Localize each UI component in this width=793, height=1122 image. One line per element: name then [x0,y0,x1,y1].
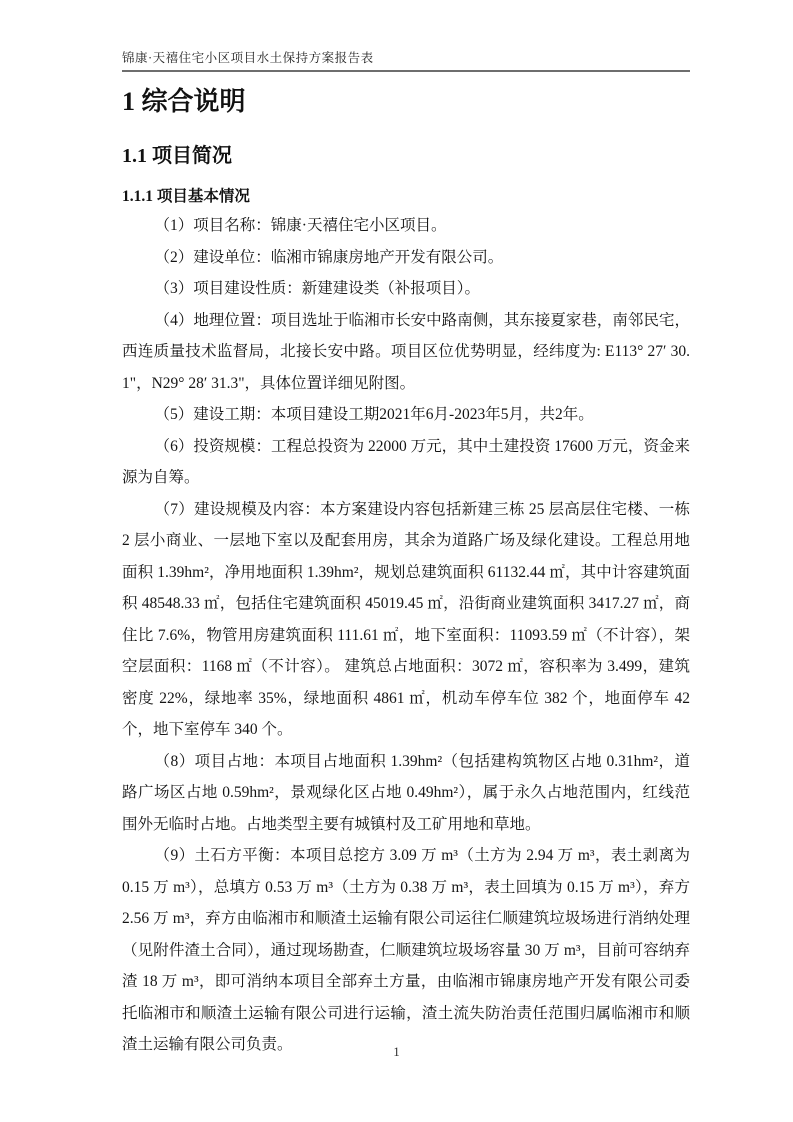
running-header-title: 锦康·天禧住宅小区项目水土保持方案报告表 [122,51,374,65]
chapter-heading: 1 综合说明 [122,87,246,116]
section-heading: 1.1 项目简况 [122,145,232,167]
paragraph-construction-scale-content: （7）建设规模及内容：本方案建设内容包括新建三栋 25 层高层住宅楼、一栋 2 层小商业、一层地下室以及配套用房，其余为道路广场及绿化建设。工程总用地面积 1.39hm²，净用地面积 1.39hm²，规划总建筑面积 61132.44 ㎡，其中计容建筑面积 48548.33 ㎡，包括住宅建筑面积 45019.45 ㎡，沿街商业建筑面积 3417.27 ㎡，商住比 7.6%，物管用房建筑面积 111.61 ㎡，地下室面积：11093.59 ㎡（不计容），架空层面积：1168 ㎡（不计容）。 建筑总占地面积：3072 ㎡，容积率为 3.499，建筑密度 22%，绿地率 35%，绿地面积 4861 ㎡，机动车停车位 382 个，地面停车 42 个，地下室停车 340 个。 [122,500,690,738]
paragraph-investment-scale: （6）投资规模：工程总投资为 22000 万元，其中土建投资 17600 万元，资金来源为自筹。 [122,437,690,486]
paragraph-block [122,210,690,1061]
paragraph-project-land-use: （8）项目占地：本项目占地面积 1.39hm²（包括建构筑物区占地 0.31hm²，道路广场区占地 0.59hm²，景观绿化区占地 0.49hm²），属于永久占地范围内，红线范围外无临时占地。占地类型主要有城镇村及工矿用地和草地。 [122,752,690,833]
paragraph-project-nature: （3）项目建设性质：新建建设类（补报项目）。 [154,280,481,297]
page-number: 1 [393,1045,400,1059]
document-body [122,86,690,1061]
paragraph-earthwork-balance: （9）土石方平衡：本项目总挖方 3.09 万 m³（土方为 2.94 万 m³，表土剥离为 0.15 万 m³），总填方 0.53 万 m³（土方为 0.38 万 m³，表土回填为 0.15 万 m³），弃方 2.56 万 m³，弃方由临湘市和顺渣土运输有限公司运往仁顺建筑垃圾场进行消纳处理（见附件渣土合同），通过现场勘查，仁顺建筑垃圾场容量 30 万 m³，目前可容纳弃渣 18 万 m³，即可消纳本项目全部弃土方量，由临湘市锦康房地产开发有限公司委托临湘市和顺渣土运输有限公司进行运输，渣土流失防治责任范围归属临湘市和顺渣土运输有限公司负责。 [122,847,690,1053]
subsection-heading: 1.1.1 项目基本情况 [122,188,250,205]
page-footer [0,1045,793,1060]
paragraph-project-name: （1）项目名称：锦康·天禧住宅小区项目。 [154,217,447,234]
paragraph-construction-unit: （2）建设单位：临湘市锦康房地产开发有限公司。 [154,248,504,266]
paragraph-construction-period: （5）建设工期：本项目建设工期2021年6月-2023年5月，共2年。 [154,406,594,423]
running-header [122,50,690,72]
paragraph-geographic-location: （4）地理位置：项目选址于临湘市长安中路南侧，其东接夏家巷，南邻民宅，西连质量技术监督局，北接长安中路。项目区位优势明显，经纬度为: E113° 27′ 30.1"，N29° 28′ 31.3"，具体位置详细见附图。 [122,311,690,392]
